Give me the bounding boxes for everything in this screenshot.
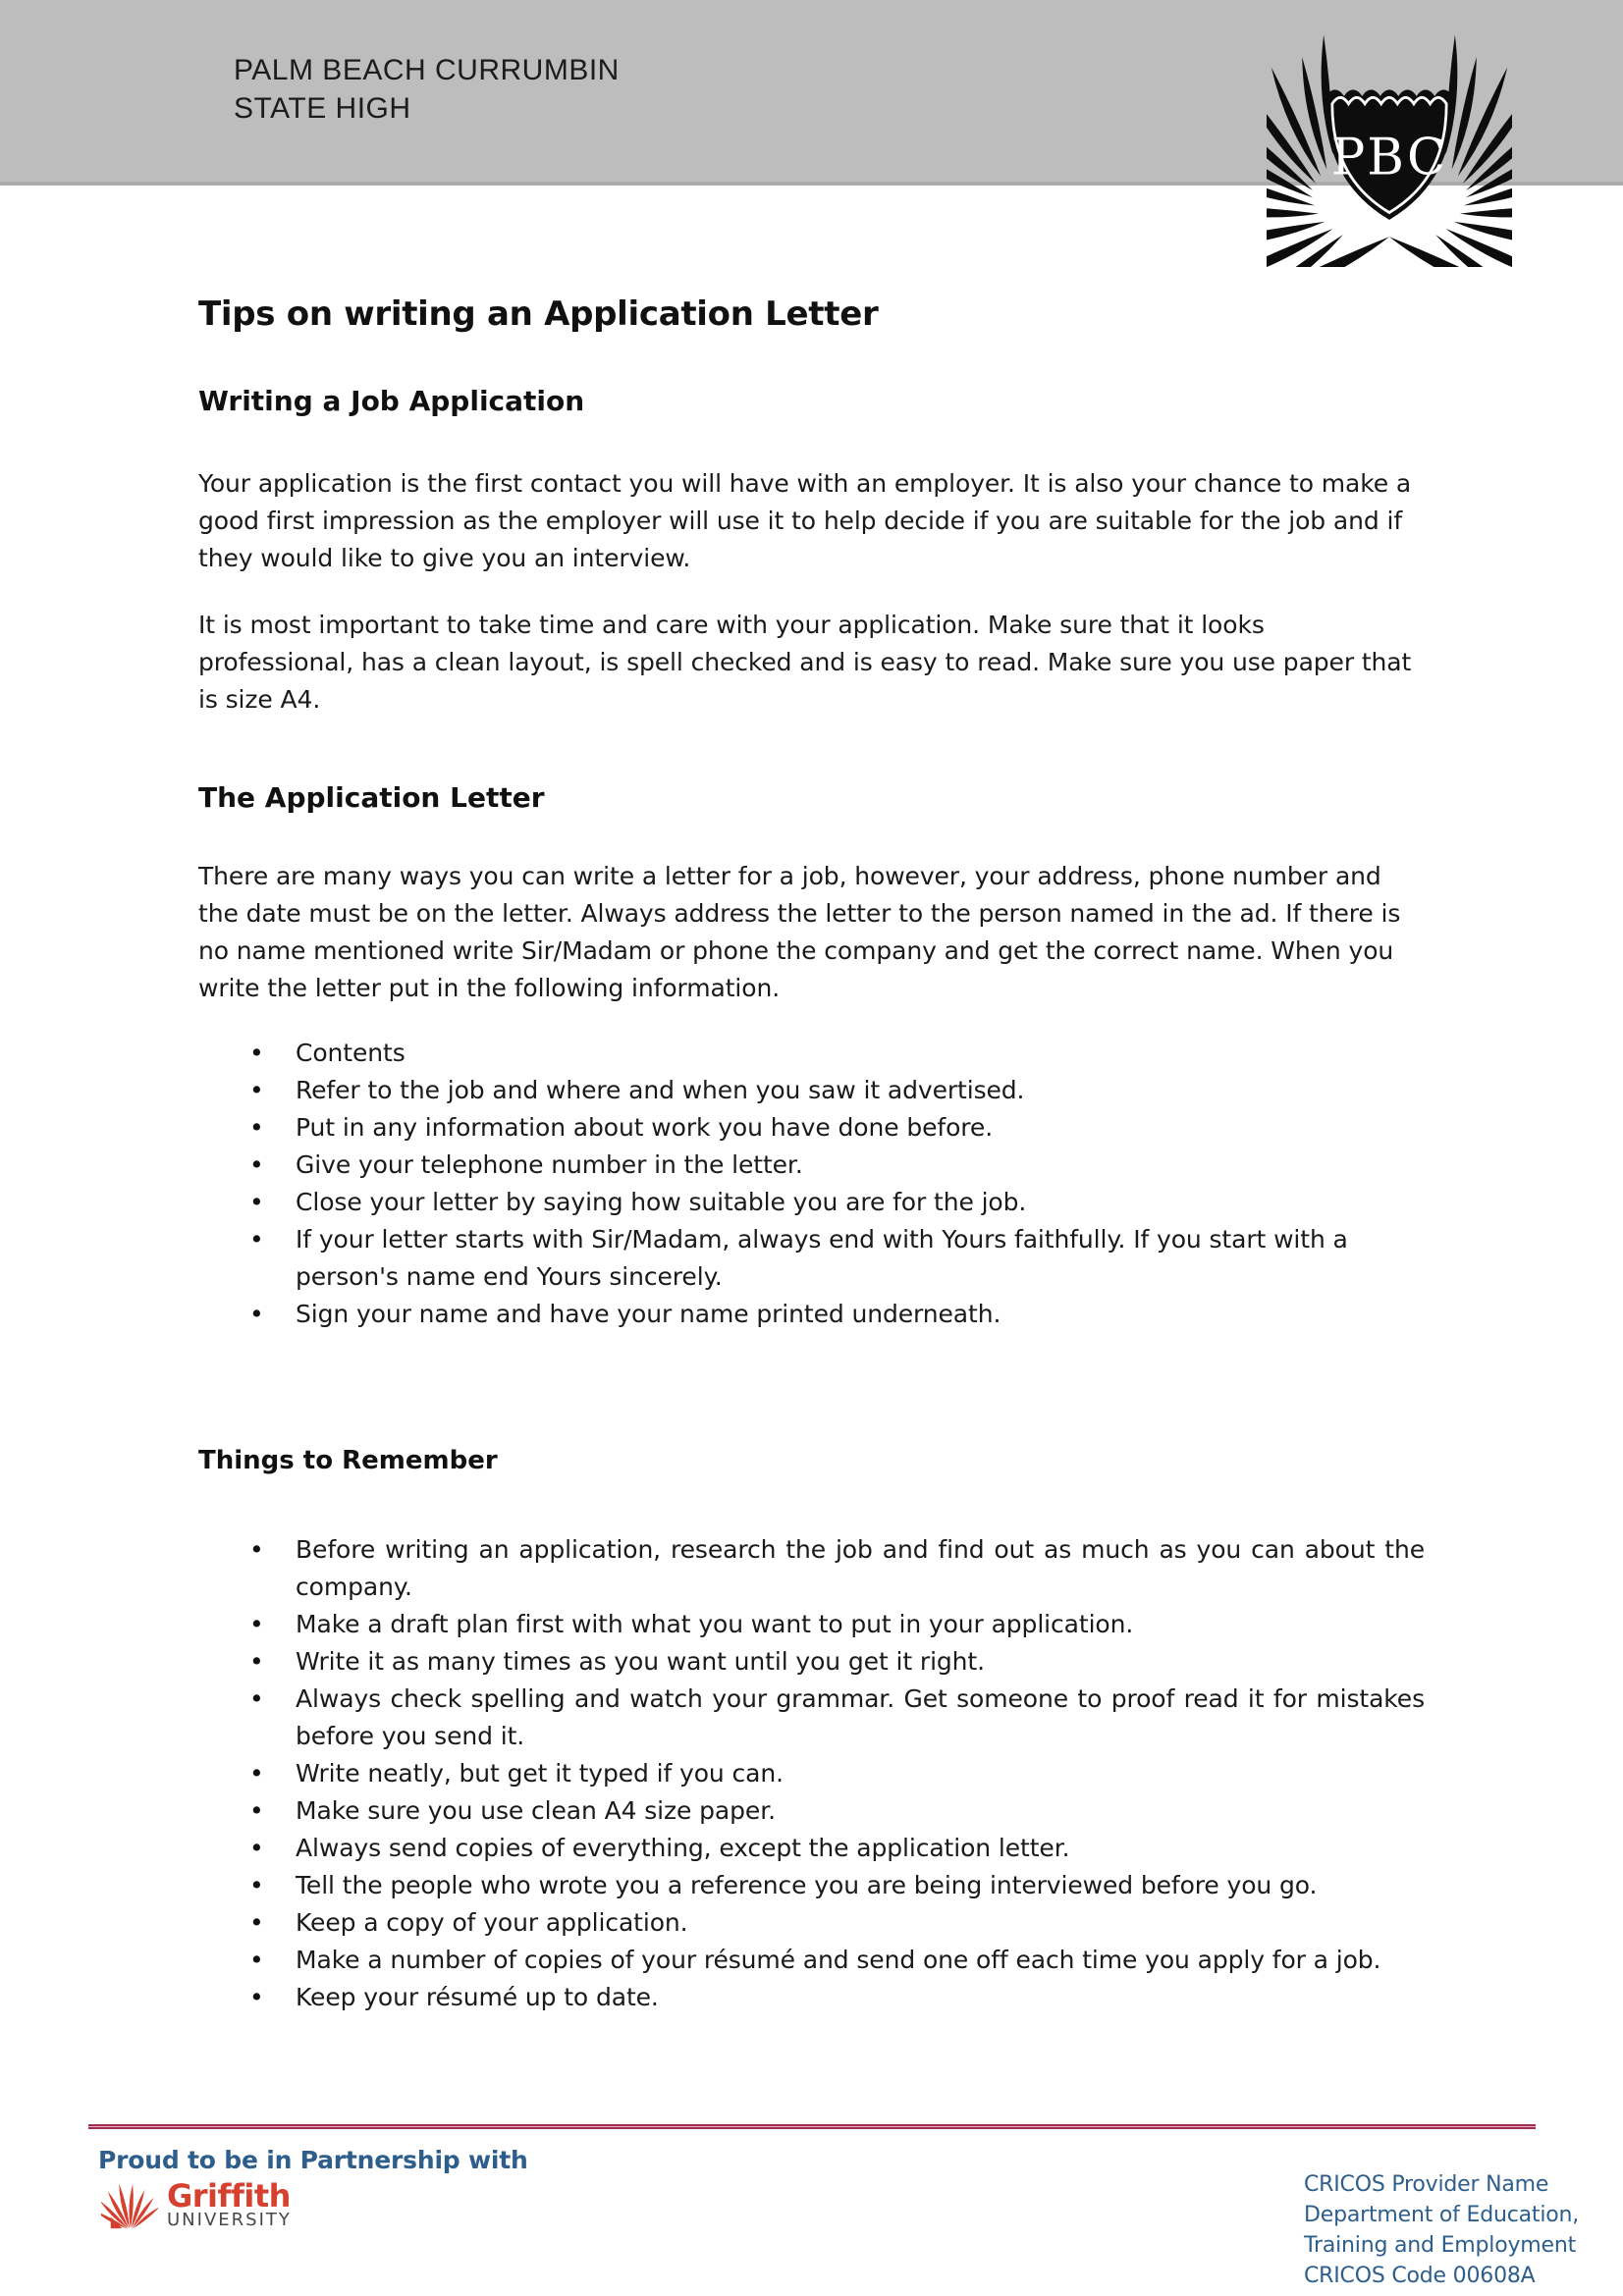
paragraph-take-time: It is most important to take time and care with your application. Make sure that it looks professional, has a clean layout, is spell checked and is easy to read. Make sure you use paper that is size A4.	[198, 611, 1412, 714]
partnership-text: Proud to be in Partnership with	[98, 2146, 528, 2174]
school-name-line1: PALM BEACH CURRUMBIN	[234, 54, 620, 86]
list-item: • Keep a copy of your application.	[198, 1904, 1425, 1942]
griffith-wordmark: Griffith	[167, 2177, 291, 2215]
cricos-department-line2: Training and Employment	[1304, 2233, 1577, 2258]
cricos-code: CRICOS Code 00608A	[1304, 2264, 1536, 2288]
list-item: • Give your telephone number in the letter.	[198, 1147, 1425, 1184]
list-item: • Make sure you use clean A4 size paper.	[198, 1792, 1425, 1830]
paragraph-many-ways: There are many ways you can write a letter for a job, however, your address, phone number and the date must be on the letter. Always address the letter to the person named in the ad. If there is no name mentioned write Sir/Madam or phone the company and get the correct name. When you write the letter put in the following information.	[198, 862, 1401, 1002]
list-item: • Sign your name and have your name printed underneath.	[198, 1296, 1425, 1333]
section-heading-the-application-letter: The Application Letter	[198, 781, 545, 814]
list-item: • Tell the people who wrote you a reference you are being interviewed before you go.	[198, 1867, 1425, 1904]
school-name	[234, 51, 620, 128]
cricos-department-line1: Department of Education,	[1304, 2203, 1580, 2227]
list-item: • Make a draft plan first with what you want to put in your application.	[198, 1606, 1425, 1643]
section-heading-writing-a-job-application: Writing a Job Application	[198, 385, 585, 417]
list-item: • If your letter starts with Sir/Madam, always end with Yours faithfully. If you start with a person's name end Yours sincerely.	[198, 1221, 1425, 1296]
school-name-line2: STATE HIGH	[234, 92, 411, 125]
list-item: • Refer to the job and where and when you saw it advertised.	[198, 1072, 1425, 1109]
list-item: • Keep your résumé up to date.	[198, 1979, 1425, 2016]
doc-title: Tips on writing an Application Letter	[198, 294, 879, 334]
list-item: • Close your letter by saying how suitable you are for the job.	[198, 1184, 1425, 1221]
crest-initials: PBC	[1330, 128, 1448, 187]
cricos-provider-label: CRICOS Provider Name	[1304, 2172, 1549, 2197]
griffith-university-label: UNIVERSITY	[167, 2210, 292, 2230]
list-item: • Always check spelling and watch your grammar. Get someone to proof read it for mistakes before you send it.	[198, 1681, 1425, 1755]
document-body	[198, 185, 1425, 2016]
list-item: • Always send copies of everything, except the application letter.	[198, 1830, 1425, 1867]
list-item: • Put in any information about work you have done before.	[198, 1109, 1425, 1147]
letter-contents-list	[198, 1035, 1425, 1333]
list-item: • Make a number of copies of your résumé and send one off each time you apply for a job.	[198, 1942, 1425, 1979]
griffith-flame-icon	[101, 2181, 158, 2230]
paragraph-first-contact: Your application is the first contact you will have with an employer. It is also your chance to make a good first impression as the employer will use it to help decide if you are suitable for the job and if they would like to give you an interview.	[198, 469, 1412, 572]
footer-rule	[88, 2124, 1536, 2129]
section-heading-things-to-remember: Things to Remember	[198, 1446, 498, 1475]
list-item: • Contents	[198, 1035, 1425, 1072]
list-item: • Write it as many times as you want until you get it right.	[198, 1643, 1425, 1681]
griffith-wordmark-block	[167, 2177, 292, 2230]
list-item: • Write neatly, but get it typed if you can.	[198, 1755, 1425, 1792]
griffith-university-logo	[101, 2177, 292, 2230]
list-item: • Before writing an application, research the job and find out as much as you can about the company.	[198, 1531, 1425, 1606]
things-to-remember-list	[198, 1531, 1425, 2016]
cricos-info	[1304, 2169, 1579, 2291]
